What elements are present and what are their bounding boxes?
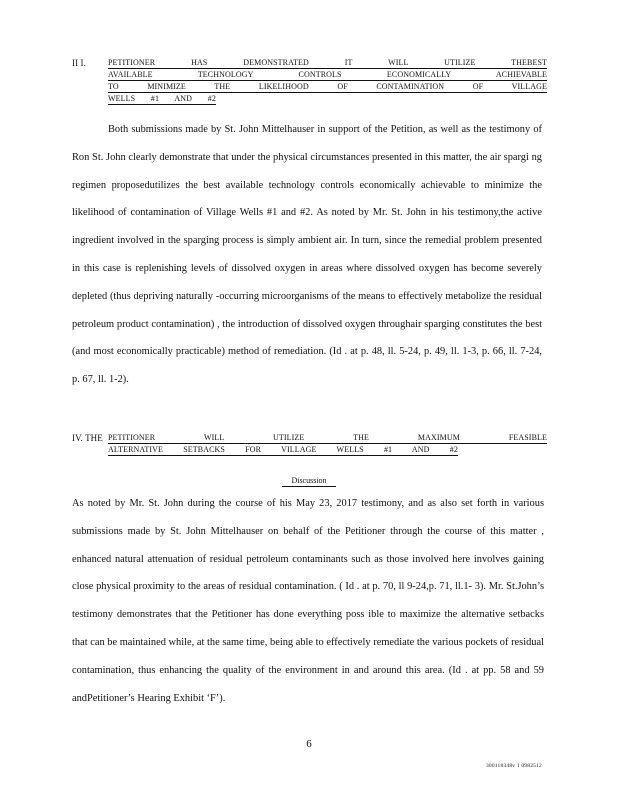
body-paragraph-1: [72, 116, 542, 394]
heading-line: TO MINIMIZE THE LIKELIHOOD OF CONTAMINATION OF VILLAGE: [108, 82, 547, 91]
paragraph-text: Both submissions made by St. John Mittelhauser in support of the Petition, as well as the testimony of Ron St. John clearly demonstrate that under the physical circumstances presented in this matter, the air spargi ng regimen proposedutilizes the best available technology controls economically achievable to minimize the likelihood of contamination of Village Wells #1 and #2. As noted by Mr. St. John in his testimony,the active ingredient involved in the sparging process is simply ambient air. In turn, since the remedial problem presented in this case is replenishing levels of dissolved oxygen in areas where dissolved oxygen has become severely depleted (thus depriving naturally -occurring microorganisms of the means to effectively metabolize the residual petroleum product contamination) , the introduction of dissolved oxygen throughair sparging constitutes the best (and most economically practicable) method of remediation. (Id . at p. 48, ll. 5-24, p. 49, ll. 1-3, p. 66, ll. 7-24, p. 67, ll. 1-2).: [72, 124, 542, 386]
document-id: 300118348v 1 0982512: [485, 763, 542, 769]
body-paragraph-2: [72, 490, 544, 712]
section-number: II I.: [72, 58, 86, 68]
heading-line: PETITIONER HAS DEMONSTRATED IT WILL UTILIZE THEBEST: [108, 58, 547, 67]
heading-line: AVAILABLE TECHNOLOGY CONTROLS ECONOMICALLY ACHIEVABLE: [108, 70, 547, 79]
page-number: 6: [306, 738, 312, 750]
heading-line: WELLS #1 AND #2: [108, 94, 216, 103]
heading-line: ALTERNATIVE SETBACKS FOR VILLAGE WELLS #1 AND #2: [108, 445, 458, 454]
discussion-heading: Discussion: [282, 476, 336, 487]
heading-line: PETITIONER WILL UTILIZE THE MAXIMUM FEASIBLE: [108, 433, 547, 442]
paragraph-text: As noted by Mr. St. John during the course of his May 23, 2017 testimony, and as also set forth in various submissions made by St. John Mittelhauser on behalf of the Petitioner through the course of this matter , enhanced natural attenuation of residual petroleum contaminants such as those involved here involves gaining close physical proximity to the areas of residual contamination. ( Id . at p. 70, ll 9-24,p. 71, ll.1- 3). Mr. St.John’s testimony demonstrates that the Petitioner has done everything poss ible to maximize the alternative setbacks that can be maintained while, at the same time, being able to effectively remediate the various pockets of residual contamination, thus enhancing the quality of the environment in and around this area. (Id . at pp. 58 and 59 andPetitioner’s Hearing Exhibit ‘F’).: [72, 498, 544, 704]
section-number: IV. THE: [72, 433, 103, 443]
